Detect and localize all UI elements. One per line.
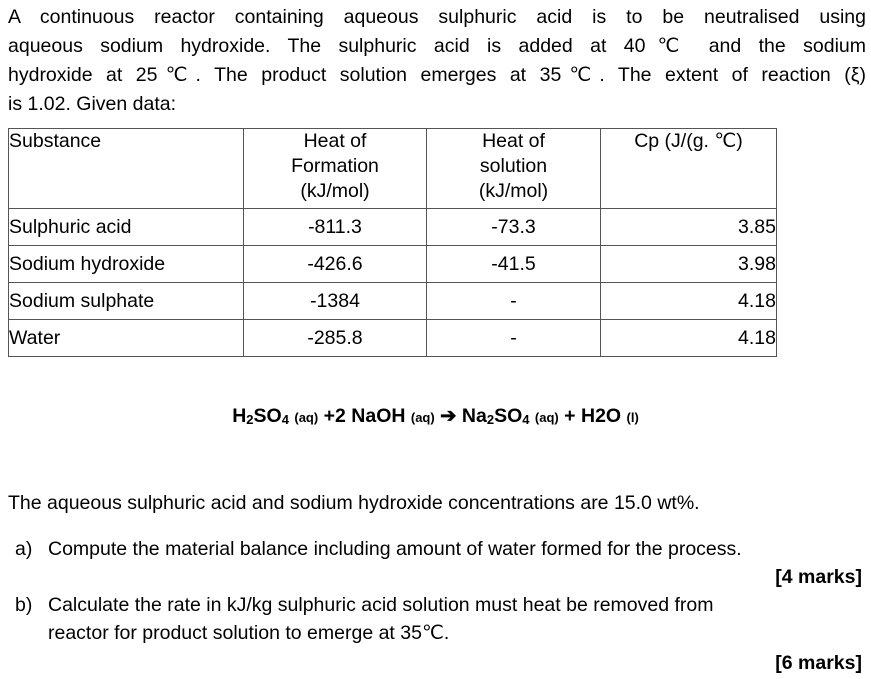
cell-heat-of-solution: - xyxy=(427,283,601,320)
header-hof-line-1: Heat of xyxy=(303,130,367,152)
eq-plus-h2o: + H2O xyxy=(558,405,627,427)
intro-line-1: A continuous reactor containing aqueous sulphuric acid is to be neutralised using xyxy=(8,6,866,28)
header-hof-line-2: Formation xyxy=(291,155,379,177)
header-cp: Cp (J/(g. ℃) xyxy=(601,129,777,209)
eq-so-2-subscript: 4 xyxy=(522,412,530,427)
cell-heat-of-solution: -41.5 xyxy=(427,246,601,283)
eq-arrow: ➔ xyxy=(434,405,462,427)
cell-heat-of-formation: -426.6 xyxy=(244,246,427,283)
cell-substance: Water xyxy=(9,320,244,357)
header-hos-line-1: Heat of xyxy=(482,130,545,152)
cell-heat-of-formation: -1384 xyxy=(244,283,427,320)
eq-na: Na xyxy=(461,405,487,427)
question-b-letter: b) xyxy=(15,594,33,616)
question-b-marks: [6 marks] xyxy=(775,652,862,674)
eq-h-subscript: 2 xyxy=(246,412,254,427)
intro-line-2: aqueous sodium hydroxide. The sulphuric acid is added at 40℃ and the sodium xyxy=(8,35,866,57)
table-row xyxy=(9,320,777,357)
cell-heat-of-solution: - xyxy=(427,320,601,357)
header-hos-line-3: (kJ/mol) xyxy=(478,180,549,202)
cell-cp: 4.18 xyxy=(601,283,777,320)
cell-substance: Sodium hydroxide xyxy=(9,246,244,283)
eq-h: H xyxy=(232,405,247,427)
eq-state-l: (l) xyxy=(626,410,639,425)
question-a-marks: [4 marks] xyxy=(775,566,862,588)
cell-cp: 3.98 xyxy=(601,246,777,283)
question-a-text: Compute the material balance including amount of water formed for the process. xyxy=(48,538,742,560)
eq-na-subscript: 2 xyxy=(486,412,495,427)
eq-so: SO xyxy=(253,405,282,427)
cell-heat-of-solution: -73.3 xyxy=(427,209,601,246)
header-heat-of-formation xyxy=(244,129,427,209)
eq-state-aq-1: (aq) xyxy=(294,410,319,425)
cell-substance: Sodium sulphate xyxy=(9,283,244,320)
header-substance: Substance xyxy=(9,129,244,209)
question-b-text-line-1: Calculate the rate in kJ/kg sulphuric acid solution must heat be removed from xyxy=(48,594,714,616)
concentration-statement: The aqueous sulphuric acid and sodium hydroxide concentrations are 15.0 wt%. xyxy=(8,492,700,514)
reaction-equation xyxy=(0,401,871,435)
header-heat-of-solution xyxy=(427,129,601,209)
given-data-table xyxy=(8,128,777,357)
intro-line-4: is 1.02. Given data: xyxy=(8,93,177,115)
question-b xyxy=(0,591,871,620)
header-hof-line-3: (kJ/mol) xyxy=(300,180,370,202)
cell-substance: Sulphuric acid xyxy=(9,209,244,246)
question-b-text-line-2: reactor for product solution to emerge at 35℃. xyxy=(48,622,450,644)
question-b-continued xyxy=(0,619,871,648)
eq-so-2: SO xyxy=(494,405,523,427)
question-a-letter: a) xyxy=(15,538,33,560)
table-row xyxy=(9,209,777,246)
question-a xyxy=(0,535,871,564)
cell-cp: 4.18 xyxy=(601,320,777,357)
table-header-row xyxy=(9,129,777,209)
table-row xyxy=(9,283,777,320)
eq-state-aq-3: (aq) xyxy=(534,410,559,425)
eq-state-aq-2: (aq) xyxy=(410,410,435,425)
table-row xyxy=(9,246,777,283)
intro-line-3: hydroxide at 25℃. The product solution emerges at 35℃. The extent of reaction (ξ) xyxy=(8,64,866,86)
cell-cp: 3.85 xyxy=(601,209,777,246)
problem-statement xyxy=(8,3,866,119)
cell-heat-of-formation: -285.8 xyxy=(244,320,427,357)
eq-plus-naoh: +2 NaOH xyxy=(318,405,411,427)
header-hos-line-2: solution xyxy=(479,155,548,177)
eq-so-subscript: 4 xyxy=(281,412,289,427)
cell-heat-of-formation: -811.3 xyxy=(244,209,427,246)
